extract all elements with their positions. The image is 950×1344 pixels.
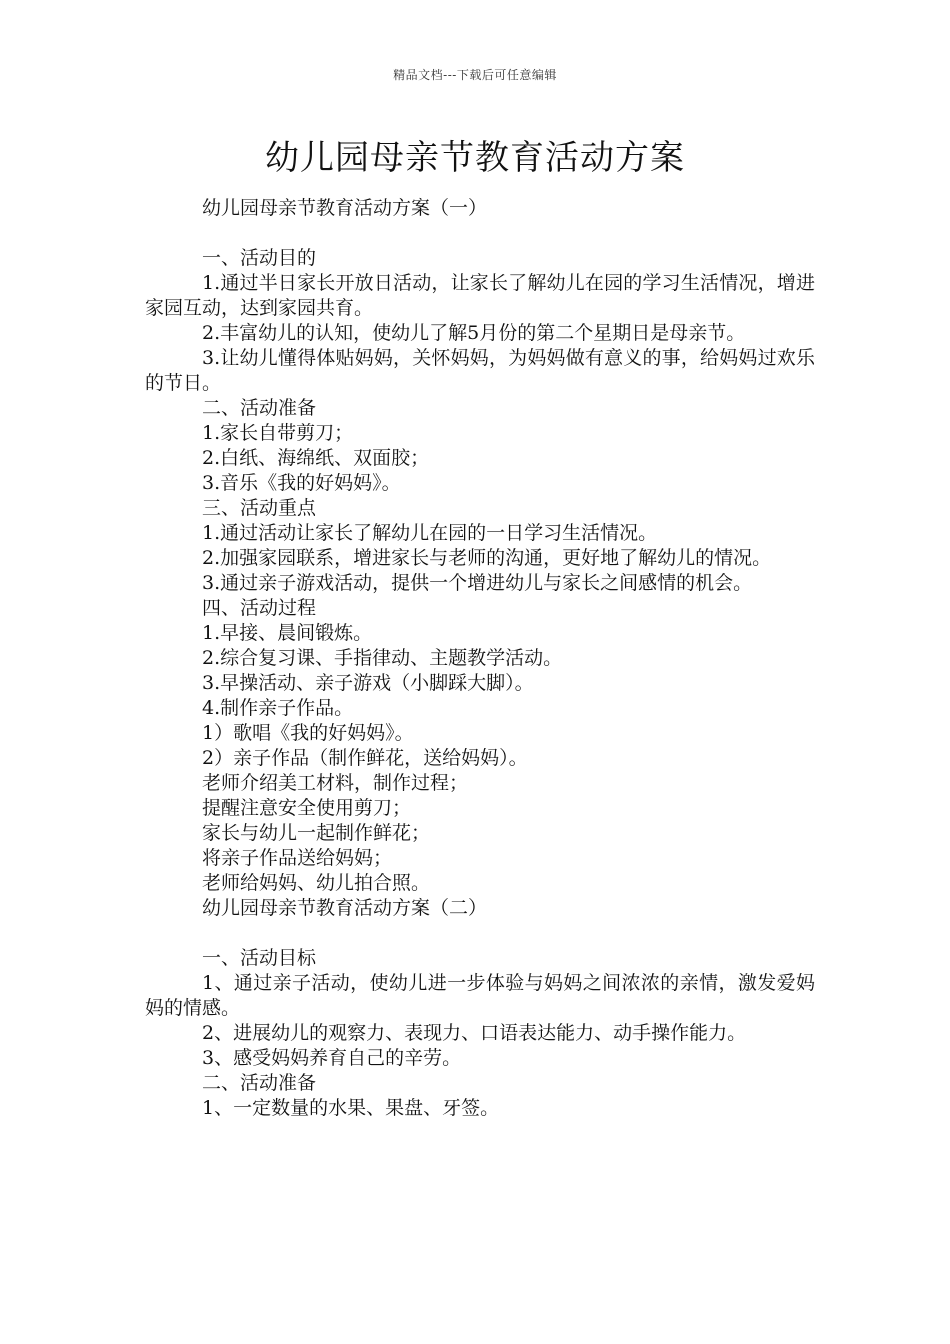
heading-activity-process: 四、活动过程 bbox=[202, 597, 317, 619]
paragraph: 1）歌唱《我的好妈妈》。 bbox=[202, 722, 414, 744]
paragraph: 提醒注意安全使用剪刀； bbox=[202, 797, 412, 819]
document-title: 幼儿园母亲节教育活动方案 bbox=[265, 138, 685, 178]
paragraph: 将亲子作品送给妈妈； bbox=[202, 847, 393, 869]
paragraph: 4.制作亲子作品。 bbox=[202, 697, 354, 719]
paragraph: 老师给妈妈、幼儿拍合照。 bbox=[202, 872, 431, 894]
section-heading-plan-one: 幼儿园母亲节教育活动方案（一） bbox=[202, 197, 488, 219]
heading-activity-preparation-two: 二、活动准备 bbox=[202, 1072, 317, 1094]
heading-activity-purpose: 一、活动目的 bbox=[202, 247, 317, 269]
heading-activity-goals: 一、活动目标 bbox=[202, 947, 317, 969]
section-heading-plan-two: 幼儿园母亲节教育活动方案（二） bbox=[202, 897, 488, 919]
paragraph: 2.加强家园联系，增进家长与老师的沟通，更好地了解幼儿的情况。 bbox=[202, 547, 772, 569]
paragraph: 3.早操活动、亲子游戏（小脚踩大脚）。 bbox=[202, 672, 534, 694]
paragraph: 2.丰富幼儿的认知，使幼儿了解5月份的第二个星期日是母亲节。 bbox=[202, 322, 746, 344]
paragraph: 3.让幼儿懂得体贴妈妈，关怀妈妈，为妈妈做有意义的事，给妈妈过欢乐的节日。 bbox=[145, 347, 815, 394]
paragraph: 2.综合复习课、手指律动、主题教学活动。 bbox=[202, 647, 563, 669]
paragraph: 3.音乐《我的好妈妈》。 bbox=[202, 472, 401, 494]
paragraph: 家长与幼儿一起制作鲜花； bbox=[202, 822, 431, 844]
paragraph: 老师介绍美工材料，制作过程； bbox=[202, 772, 469, 794]
heading-activity-focus: 三、活动重点 bbox=[202, 497, 317, 519]
paragraph: 1.早接、晨间锻炼。 bbox=[202, 622, 373, 644]
paragraph: 1、通过亲子活动，使幼儿进一步体验与妈妈之间浓浓的亲情，激发爱妈妈的情感。 bbox=[145, 972, 815, 1019]
heading-activity-preparation: 二、活动准备 bbox=[202, 397, 317, 419]
paragraph: 2、进展幼儿的观察力、表现力、口语表达能力、动手操作能力。 bbox=[202, 1022, 747, 1044]
paragraph: 1、一定数量的水果、果盘、牙签。 bbox=[202, 1097, 500, 1119]
paragraph: 3.通过亲子游戏活动，提供一个增进幼儿与家长之间感情的机会。 bbox=[202, 572, 753, 594]
document-body bbox=[145, 196, 815, 1121]
paragraph: 2.白纸、海绵纸、双面胶； bbox=[202, 447, 430, 469]
header-note: 精品文档---下载后可任意编辑 bbox=[393, 68, 557, 82]
paragraph: 3、感受妈妈养育自己的辛劳。 bbox=[202, 1047, 462, 1069]
paragraph: 2）亲子作品（制作鲜花，送给妈妈）。 bbox=[202, 747, 528, 769]
paragraph: 1.通过半日家长开放日活动，让家长了解幼儿在园的学习生活情况，增进家园互动，达到家园共育。 bbox=[145, 272, 815, 319]
paragraph: 1.通过活动让家长了解幼儿在园的一日学习生活情况。 bbox=[202, 522, 658, 544]
paragraph: 1.家长自带剪刀； bbox=[202, 422, 354, 444]
